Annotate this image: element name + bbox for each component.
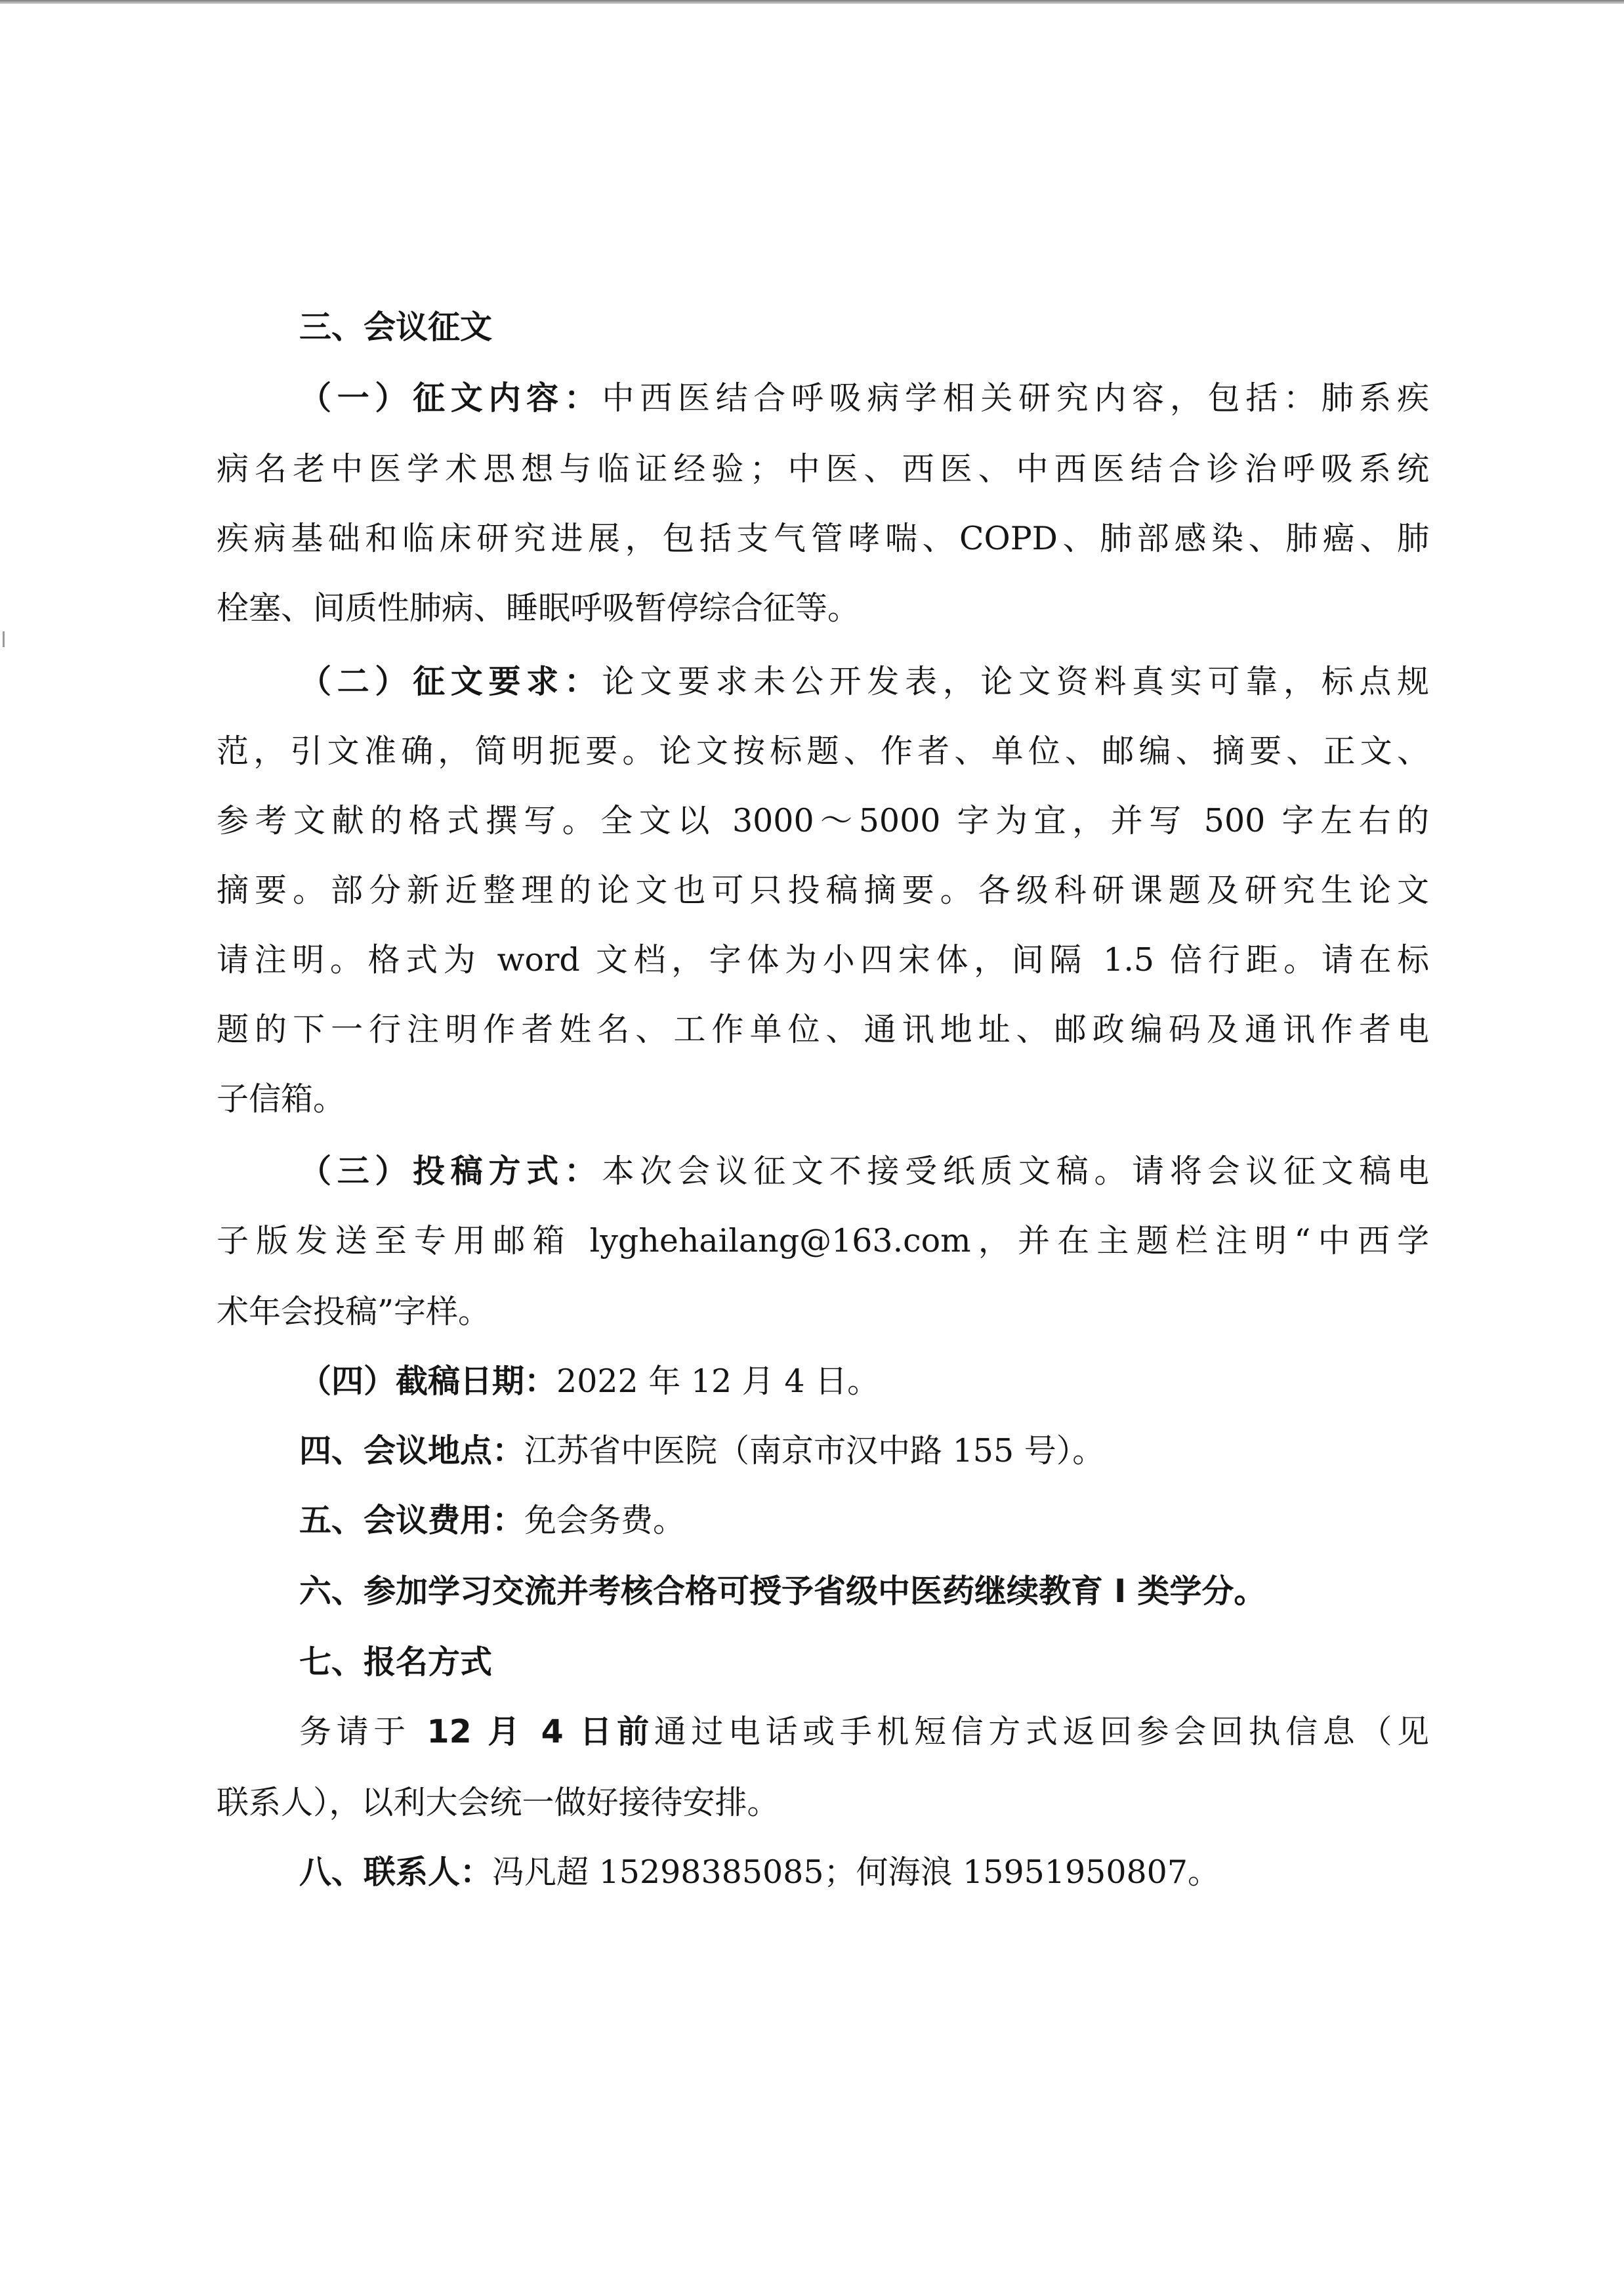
paragraph-requirements-line-7: 子信箱。 <box>217 1080 346 1118</box>
paragraph-label: （二）征文要求： <box>299 663 602 700</box>
paragraph-label: （四）截稿日期： <box>299 1363 557 1400</box>
paragraph-requirements-line-2: 范，引文准确，简明扼要。论文按标题、作者、单位、邮编、摘要、正文、 <box>217 732 1429 770</box>
paragraph-label: （三）投稿方式： <box>299 1152 602 1190</box>
section-contacts: 八、联系人：冯凡超 15298385085；何海浪 15951950807。 <box>299 1853 1220 1891</box>
paragraph-submission-line-2: 子版发送至专用邮箱 lyghehailang@163.com，并在主题栏注明“中西学 <box>217 1222 1429 1259</box>
paragraph-content-line-1: （一）征文内容：中西医结合呼吸病学相关研究内容，包括：肺系疾 <box>299 379 1429 417</box>
section-heading-3: 三、会议征文 <box>299 308 493 346</box>
section-fee: 五、会议费用：免会务费。 <box>299 1502 686 1539</box>
section-venue: 四、会议地点：江苏省中医院（南京市汉中路 155 号）。 <box>299 1432 1105 1469</box>
section-label: 八、联系人： <box>299 1853 493 1891</box>
paragraph-deadline: （四）截稿日期：2022 年 12 月 4 日。 <box>299 1363 880 1400</box>
section-credits: 六、参加学习交流并考核合格可授予省级中医药继续教育 I 类学分。 <box>299 1573 1266 1610</box>
registration-deadline: 12 月 4 日前 <box>410 1713 654 1750</box>
section-label: 四、会议地点： <box>299 1432 525 1469</box>
registration-line-2: 联系人），以利大会统一做好接待安排。 <box>217 1784 780 1821</box>
paragraph-requirements-line-6: 题的下一行注明作者姓名、工作单位、通讯地址、邮政编码及通讯作者电 <box>217 1011 1429 1048</box>
paragraph-content-line-4: 栓塞、间质性肺病、睡眠呼吸暂停综合征等。 <box>217 589 860 627</box>
section-heading-7: 七、报名方式 <box>299 1643 493 1681</box>
paragraph-requirements-line-4: 摘要。部分新近整理的论文也可只投稿摘要。各级科研课题及研究生论文 <box>217 872 1429 909</box>
paragraph-label: （一）征文内容： <box>299 379 602 417</box>
paragraph-requirements-line-1: （二）征文要求：论文要求未公开发表，论文资料真实可靠，标点规 <box>299 663 1429 700</box>
paragraph-submission-line-3: 术年会投稿”字样。 <box>217 1293 491 1330</box>
paragraph-content-line-3: 疾病基础和临床研究进展，包括支气管哮喘、COPD、肺部感染、肺癌、肺 <box>217 520 1429 557</box>
section-label: 五、会议费用： <box>299 1502 525 1539</box>
paragraph-requirements-line-5: 请注明。格式为 word 文档，字体为小四宋体，间隔 1.5 倍行距。请在标 <box>217 941 1429 979</box>
registration-line-1: 务请于 12 月 4 日前通过电话或手机短信方式返回参会回执信息（见 <box>299 1713 1429 1750</box>
paragraph-requirements-line-3: 参考文献的格式撰写。全文以 3000～5000 字为宜，并写 500 字左右的 <box>217 802 1429 839</box>
paragraph-submission-line-1: （三）投稿方式：本次会议征文不接受纸质文稿。请将会议征文稿电 <box>299 1152 1429 1190</box>
paragraph-content-line-2: 病名老中医学术思想与临证经验；中医、西医、中西医结合诊治呼吸系统 <box>217 450 1429 488</box>
